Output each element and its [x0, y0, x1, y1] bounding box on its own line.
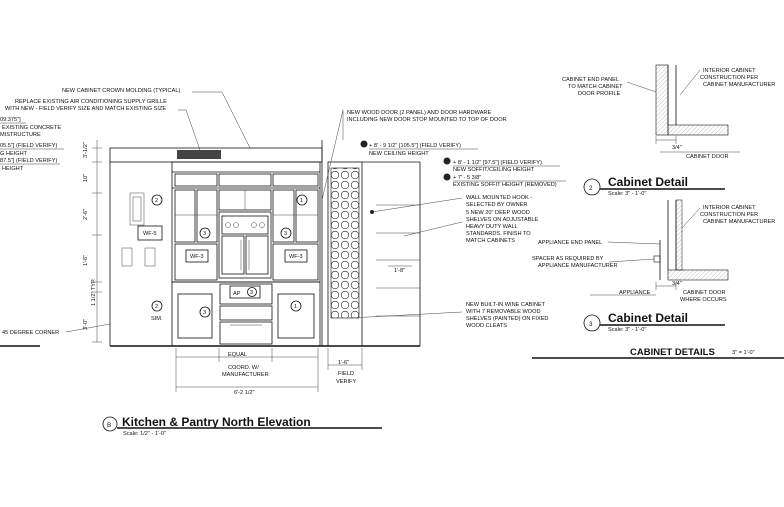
bottom-dimensions [176, 348, 362, 396]
elevation-tag: B [107, 422, 112, 429]
detail2-scale: Scale: 3" - 1'-0" [608, 191, 647, 197]
dim-equal: EQUAL [228, 352, 247, 358]
detail3-note-1: INTERIOR CABINET [703, 205, 756, 211]
note-height-4: 87.5"] (FIELD VERIFY) [0, 158, 58, 164]
note-hook-1: WALL MOUNTED HOOK - [466, 195, 533, 201]
dim-3-0: 3'-0" [83, 318, 89, 330]
dim-10: 10" [83, 173, 89, 182]
detail2-note-3: DOOR PROFILE [578, 91, 621, 97]
detail2-note-6: CABINET MANUFACTURER [703, 82, 776, 88]
callout-2-top: 2 [155, 198, 159, 204]
detail2-note-5: CONSTRUCTION PER [700, 75, 759, 81]
dim-1-6: 1'-6" [83, 254, 89, 266]
detail2-door: CABINET DOOR [686, 154, 729, 160]
cabinet-detail-3 [532, 200, 775, 333]
dim-field: FIELD [338, 371, 354, 377]
dim-2-6: 2'-6" [83, 208, 89, 220]
height-existing-label: EXISTING SOFFIT HEIGHT (REMOVED) [453, 182, 557, 188]
label-wf3-right: WF-3 [289, 254, 303, 260]
height-ceiling-label: NEW CEILING HEIGHT [369, 151, 429, 157]
note-shelves-2: SHELVES ON ADJUSTABLE [466, 217, 539, 223]
note-shelves-5: MATCH CABINETS [466, 238, 515, 244]
callout-1-top: 1 [300, 198, 304, 204]
note-structure: MISTRUCTURE [0, 132, 41, 138]
label-ap: AP [233, 291, 241, 297]
dim-verify: VERIFY [336, 379, 357, 385]
elevation-scale: Scale: 1/2" - 1'-0" [123, 431, 166, 437]
note-wine-1: NEW BUILT-IN WINE CABINET [466, 302, 546, 308]
ac-grille [177, 150, 221, 159]
note-grille-2: WITH NEW - FIELD VERIFY SIZE AND MATCH EXISTING SIZE [5, 106, 167, 112]
dim-shelf: 1'-8" [394, 268, 406, 274]
dim-wine-width: 1'-6" [338, 360, 350, 366]
cabinet-detail-2 [562, 65, 775, 197]
note-hook-2: SELECTED BY OWNER [466, 202, 528, 208]
detail2-num: 2 [589, 185, 593, 192]
note-door-2: INCLUDING NEW DOOR STOP MOUNTED TO TOP OF DOOR [347, 117, 507, 123]
detail3-door-1: CABINET DOOR [683, 290, 726, 296]
detail3-note-2: CONSTRUCTION PER [700, 212, 759, 218]
detail3-note-6: APPLIANCE MANUFACTURER [538, 263, 618, 269]
note-wine-3: SHELVES (PAINTED) ON FIXED [466, 316, 549, 322]
detail3-num: 3 [589, 321, 593, 328]
dim-manufacturer: MANUFACTURER [222, 372, 269, 378]
label-wf3-left: WF-3 [190, 254, 204, 260]
callout-2-bottom: 2 [155, 304, 159, 310]
note-wine-2: WITH 7 REMOVABLE WOOD [466, 309, 541, 315]
left-notes [0, 88, 250, 346]
callout-1-bottom: 1 [294, 304, 298, 310]
label-ap-num: 3 [250, 290, 254, 296]
detail2-dim: 3/4" [672, 145, 682, 151]
elevation-title: Kitchen & Pantry North Elevation [122, 415, 311, 429]
appliance-fridge [219, 212, 271, 278]
dim-1-1-2-typ: 1 1/2" TYP. [91, 278, 97, 306]
note-grille-1: REPLACE EXISTING AIR CONDITIONING SUPPLY GRILLE [15, 99, 167, 105]
wine-rack [331, 168, 359, 318]
height-existing: + 7' - 5 3/8" [453, 175, 482, 181]
note-wine-4: WOOD CLEATS [466, 323, 507, 329]
sheet-title-block [532, 347, 784, 358]
height-ceiling: + 8' - 9 1/2" [105.5"] (FIELD VERIFY) [369, 143, 461, 149]
note-height-3: G HEIGHT [0, 151, 28, 157]
callout-3-top: 3 [203, 231, 207, 237]
detail2-note-1: CABINET END PANEL [562, 77, 619, 83]
detail3-door-2: WHERE OCCURS [680, 297, 727, 303]
detail3-note-4: APPLIANCE END PANEL [538, 240, 603, 246]
note-45-corner: 45 DEGREE CORNER [2, 330, 60, 336]
detail3-scale: Scale: 3" - 1'-0" [608, 327, 647, 333]
note-crown: NEW CABINET CROWN MOLDING (TYPICAL) [62, 88, 181, 94]
note-shelves-4: STANDARDS. FINISH TO [466, 231, 531, 237]
detail2-note-2: TO MATCH CABINET [568, 84, 623, 90]
note-concrete: EXISTING CONCRETE [2, 125, 62, 131]
callout-3-top-right: 3 [284, 231, 288, 237]
vertical-dimensions [83, 140, 102, 342]
note-shelves-3: HEAVY DUTY WALL [466, 224, 518, 230]
dim-overall: 6'-2 1/2" [234, 390, 255, 396]
dim-coord: COORD. W/ [228, 365, 259, 371]
note-height-2: 05.5"] (FIELD VERIFY) [0, 143, 58, 149]
note-height-1: 09.375"] [0, 117, 21, 123]
callout-sim: SIM. [151, 316, 163, 322]
note-shelves-1: 5 NEW 20" DEEP WOOD [466, 210, 530, 216]
callout-3-bottom: 3 [203, 310, 207, 316]
sheet-scale: 3" = 1'-0" [732, 350, 755, 356]
detail3-note-5: SPACER AS REQUIRED BY [532, 256, 604, 262]
dim-3-half: 3'-1/2" [83, 142, 89, 158]
detail3-note-3: CABINET MANUFACTURER [703, 219, 776, 225]
height-markers [361, 141, 567, 189]
detail2-title: Cabinet Detail [608, 175, 689, 189]
note-door-1: NEW WOOD DOOR (2 PANEL) AND DOOR HARDWARE [347, 110, 492, 116]
label-wf5: WF-5 [143, 231, 157, 237]
detail3-appliance: APPLIANCE [619, 290, 651, 296]
sheet-title: CABINET DETAILS [630, 347, 715, 358]
height-soffit: + 8' - 1 1/2" [97.5"] (FIELD VERIFY) [453, 160, 542, 166]
elevation-title-block [103, 415, 382, 437]
detail3-title: Cabinet Detail [608, 311, 689, 325]
note-height-5: HEIGHT [2, 166, 24, 172]
detail2-note-4: INTERIOR CABINET [703, 68, 756, 74]
height-soffit-label: NEW SOFFIT/CEILING HEIGHT [453, 167, 535, 173]
detail3-dim: 3/4" [672, 281, 682, 287]
